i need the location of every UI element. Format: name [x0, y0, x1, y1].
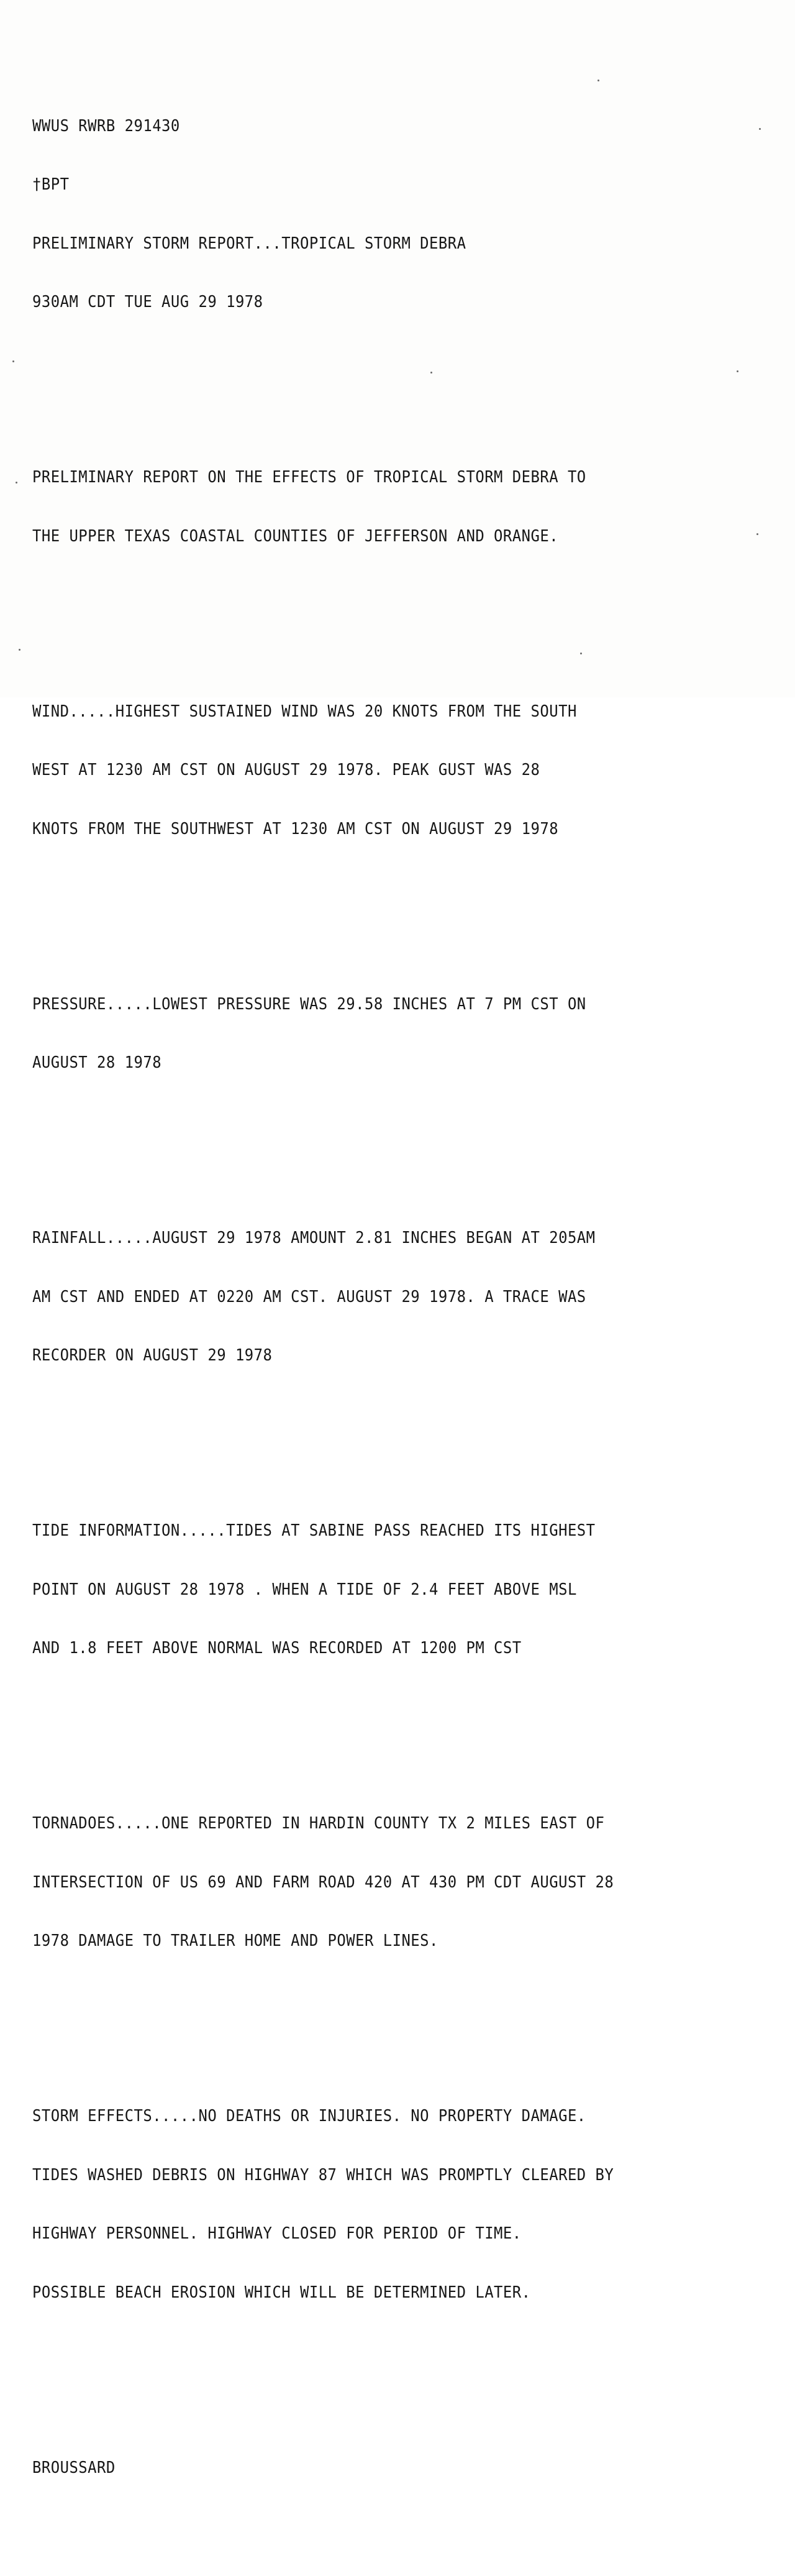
- paragraph-line: THE UPPER TEXAS COASTAL COUNTIES OF JEFFERSON AND ORANGE.: [32, 526, 559, 546]
- signature: BROUSSARD: [32, 2458, 116, 2477]
- report-header: [32, 78, 724, 352]
- tornadoes-paragraph: [32, 1775, 724, 1991]
- tide-paragraph: [32, 1482, 724, 1698]
- paragraph-line: POSSIBLE BEACH EROSION WHICH WILL BE DETERMINED LATER.: [32, 2283, 531, 2302]
- paragraph-line: AM CST AND ENDED AT 0220 AM CST. AUGUST 29 1978. A TRACE WAS: [32, 1287, 586, 1306]
- scan-speck: [756, 533, 758, 535]
- paragraph-line: RAINFALL.....AUGUST 29 1978 AMOUNT 2.81 INCHES BEGAN AT 205AM: [32, 1229, 596, 1247]
- paragraph-line: KNOTS FROM THE SOUTHWEST AT 1230 AM CST ON AUGUST 29 1978: [32, 819, 559, 838]
- storm-report-text: [32, 19, 724, 2576]
- pressure-paragraph: [32, 956, 724, 1112]
- paragraph-line: AUGUST 28 1978: [32, 1053, 162, 1072]
- header-line: †BPT: [32, 175, 70, 194]
- wind-paragraph: [32, 663, 724, 879]
- signature-block: [32, 2419, 724, 2518]
- paragraph-line: 1978 DAMAGE TO TRAILER HOME AND POWER LINES.: [32, 1932, 438, 1950]
- paragraph-line: RECORDER ON AUGUST 29 1978: [32, 1346, 273, 1365]
- paragraph-line: INTERSECTION OF US 69 AND FARM ROAD 420 AT 430 PM CDT AUGUST 28: [32, 1872, 614, 1892]
- paragraph-line: POINT ON AUGUST 28 1978 . WHEN A TIDE OF 2.4 FEET ABOVE MSL: [32, 1580, 577, 1599]
- paragraph-line: AND 1.8 FEET ABOVE NORMAL WAS RECORDED AT 1200 PM CST: [32, 1639, 522, 1657]
- intro-paragraph: [32, 429, 724, 585]
- scan-speck: [597, 80, 599, 81]
- paragraph-line: TORNADOES.....ONE REPORTED IN HARDIN COUNTY TX 2 MILES EAST OF: [32, 1814, 605, 1833]
- header-line: PRELIMINARY STORM REPORT...TROPICAL STORM DEBRA: [32, 234, 466, 253]
- scan-speck: [737, 370, 738, 372]
- header-line: WWUS RWRB 291430: [32, 116, 180, 135]
- scan-speck: [580, 653, 582, 654]
- paragraph-line: PRELIMINARY REPORT ON THE EFFECTS OF TROPICAL STORM DEBRA TO: [32, 468, 586, 487]
- header-line: 930AM CDT TUE AUG 29 1978: [32, 293, 263, 311]
- paragraph-line: WIND.....HIGHEST SUSTAINED WIND WAS 20 KNOTS FROM THE SOUTH: [32, 702, 577, 721]
- paragraph-line: TIDE INFORMATION.....TIDES AT SABINE PASS REACHED ITS HIGHEST: [32, 1521, 596, 1540]
- paragraph-line: HIGHWAY PERSONNEL. HIGHWAY CLOSED FOR PERIOD OF TIME.: [32, 2224, 522, 2243]
- paragraph-line: WEST AT 1230 AM CST ON AUGUST 29 1978. PEAK GUST WAS 28: [32, 761, 540, 779]
- scan-speck: [12, 360, 14, 362]
- scan-speck: [430, 372, 432, 374]
- paragraph-line: STORM EFFECTS.....NO DEATHS OR INJURIES. NO PROPERTY DAMAGE.: [32, 2107, 586, 2125]
- storm-effects-paragraph: [32, 2068, 724, 2342]
- scan-speck: [19, 649, 20, 651]
- paragraph-line: TIDES WASHED DEBRIS ON HIGHWAY 87 WHICH WAS PROMPTLY CLEARED BY: [32, 2165, 614, 2184]
- paragraph-line: PRESSURE.....LOWEST PRESSURE WAS 29.58 INCHES AT 7 PM CST ON: [32, 994, 586, 1014]
- scan-speck: [16, 482, 17, 484]
- rainfall-paragraph: [32, 1189, 724, 1405]
- scan-speck: [759, 128, 761, 130]
